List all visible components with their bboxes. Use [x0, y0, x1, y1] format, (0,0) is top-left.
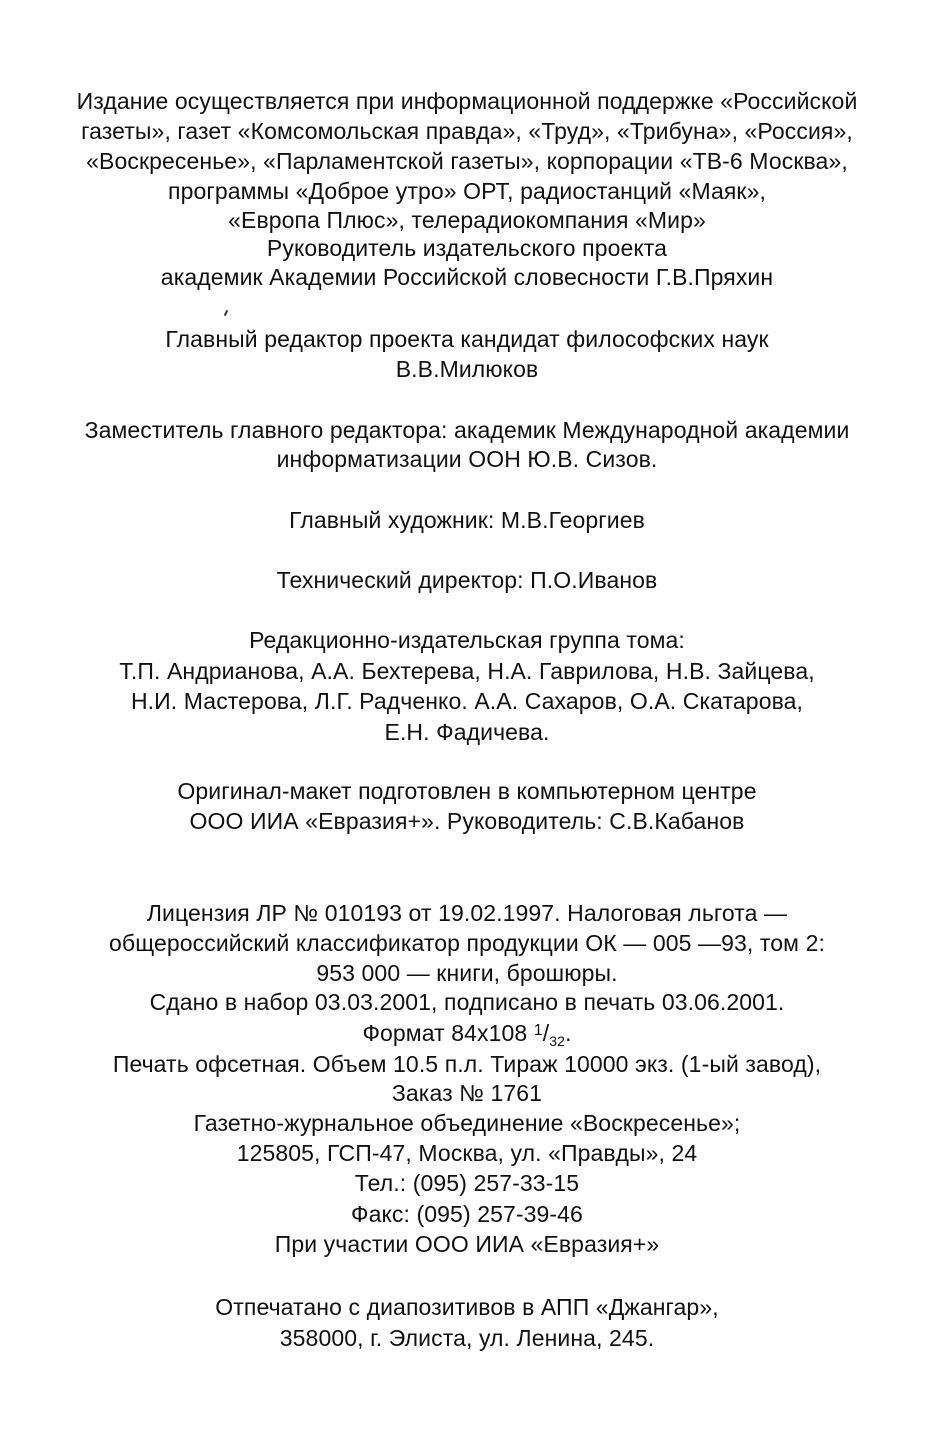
support-line-4: программы «Доброе утро» ОРТ, радиостанций «Маяк»,	[168, 178, 766, 204]
editorial-group-label: Редакционно-издательская группа тома:	[249, 627, 685, 653]
support-line-1: Издание осуществляется при информационной поддержке «Российской	[76, 88, 858, 114]
editorial-group-line-1: Т.П. Андрианова, А.А. Бехтерева, Н.А. Гаврилова, Н.В. Зайцева,	[119, 658, 815, 684]
format-prefix: Формат 84x108	[362, 1020, 534, 1046]
technical-director: Технический директор: П.О.Иванов	[276, 567, 658, 593]
license-line-1: Лицензия ЛР № 010193 от 19.02.1997. Налоговая льгота —	[146, 900, 788, 926]
printed-at-line-2: 358000, г. Элиста, ул. Ленина, 245.	[279, 1325, 655, 1351]
support-line-2: газеты», газет «Комсомольская правда», «Труд», «Трибуна», «Россия»,	[81, 118, 853, 144]
format-suffix: .	[565, 1020, 572, 1046]
chief-artist: Главный художник: М.В.Георгиев	[289, 507, 645, 533]
layout-line-1: Оригинал-макет подготовлен в компьютерном центре	[177, 778, 757, 804]
colophon-page	[40, 0, 894, 1441]
publisher-phone: Тел.: (095) 257-33-15	[354, 1170, 580, 1196]
publisher-fax: Факс: (095) 257-39-46	[351, 1201, 583, 1227]
format-denominator: 32	[549, 1033, 566, 1049]
support-line-3: «Воскресенье», «Парламентской газеты», корпорации «ТВ-6 Москва»,	[86, 148, 848, 174]
participation-line: При участии ООО ИИА «Евразия+»	[274, 1231, 660, 1257]
format-fraction	[533, 1020, 566, 1049]
project-head-label: Руководитель издательского проекта	[266, 235, 668, 261]
print-line: Печать офсетная. Объем 10.5 п.л. Тираж 10000 экз. (1-ый завод),	[112, 1051, 822, 1077]
printed-at-line-1: Отпечатано с диапозитивов в АПП «Джангар»,	[215, 1294, 719, 1320]
support-line-5: «Европа Плюс», телерадиокомпания «Мир»	[228, 207, 706, 233]
order-number: Заказ № 1761	[391, 1080, 543, 1106]
chief-editor-name: В.В.Милюков	[395, 356, 539, 382]
layout-line-2: ООО ИИА «Евразия+». Руководитель: С.В.Кабанов	[189, 808, 745, 834]
chief-editor-label: Главный редактор проекта кандидат философских наук	[165, 326, 769, 352]
typeset-signed-line: Сдано в набор 03.03.2001, подписано в печать 03.06.2001.	[149, 989, 785, 1015]
deputy-editor-name: информатизации ООН Ю.В. Сизов.	[276, 446, 658, 472]
editorial-group-line-2: Н.И. Мастерова, Л.Г. Радченко. А.А. Сахаров, О.А. Скатарова,	[130, 688, 804, 714]
stray-mark	[224, 310, 228, 316]
license-line-2: общероссийский классификатор продукции ОК — 005 —93, том 2:	[109, 930, 825, 956]
format-slash: /	[542, 1020, 550, 1046]
editorial-group-line-3: Е.Н. Фадичева.	[384, 719, 550, 745]
publisher-address: 125805, ГСП-47, Москва, ул. «Правды», 24	[236, 1140, 698, 1166]
project-head-name: академик Академии Российской словесности Г.В.Пряхин	[160, 264, 774, 290]
format-numerator: 1	[533, 1022, 543, 1039]
publisher-name: Газетно-журнальное объединение «Воскресенье»;	[193, 1110, 741, 1136]
license-line-3: 953 000 — книги, брошюры.	[316, 960, 618, 986]
deputy-editor-label: Заместитель главного редактора: академик Международной академии	[84, 417, 850, 443]
